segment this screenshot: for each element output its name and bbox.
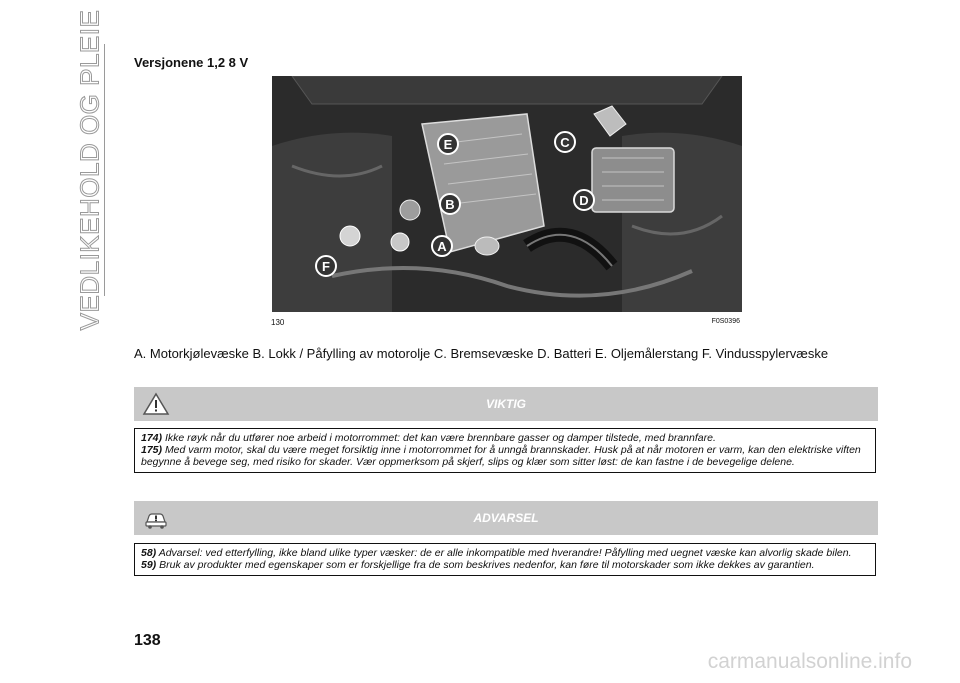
callout-c-icon [555, 132, 575, 152]
warning-note [141, 547, 869, 559]
section-title: Versjonene 1,2 8 V [134, 55, 249, 70]
callout-e-icon [438, 134, 458, 154]
callout-f-label: F [322, 259, 330, 274]
callout-d-label: D [579, 193, 589, 208]
note-text: Advarsel: ved etterfylling, ikke bland ulike typer væsker: de er alle inkompatible med hverandre! Påfylling med uegnet væske kan alvorlig skade bilen. [158, 547, 852, 559]
callout-e-label: E [443, 137, 453, 152]
watermark: carmanualsonline.info [707, 650, 912, 673]
note-text: Med varm motor, skal du være meget forsiktig inne i motorrommet for å unngå brannskader. Husk på at når motoren er varm, kan den elektriske viften begynne å bevege seg, med risiko for skader. Vær oppmerksom på skjerf, slips og klær som sitter løst: de kan fastne i de bevegelige delene. [141, 444, 861, 468]
important-header [134, 387, 878, 421]
page-number: 138 [134, 632, 161, 649]
note-number: 175) [141, 444, 163, 456]
note-number: 59) [141, 559, 157, 571]
figure-code: F0S0396 [711, 318, 740, 325]
warning-note [141, 559, 869, 571]
note-number: 58) [141, 547, 157, 559]
warning-notes [134, 543, 876, 576]
note-text: Ikke røyk når du utfører noe arbeid i motorrommet: det kan være brennbare gasser og damper tilstede, med brannfare. [164, 432, 716, 444]
callout-d-icon [574, 190, 594, 210]
engine-bay-drawing [272, 76, 742, 312]
note-text: Bruk av produkter med egenskaper som er forskjellige fra de som beskrives nedenfor, kan føre til motorskader som ikke dekkes av garantien. [159, 559, 815, 571]
callout-b-label: B [445, 197, 455, 212]
callout-a-label: A [437, 239, 447, 254]
callout-c-label: C [560, 135, 570, 150]
figure-caption: A. Motorkjølevæske B. Lokk / Påfylling av motorolje C. Bremsevæske D. Batteri E. Oljemålerstang F. Vindusspylervæske [134, 346, 829, 361]
important-label: VIKTIG [485, 397, 526, 411]
important-notes [134, 428, 876, 473]
chapter-title-text: VEDLIKEHOLD OG PLEIE [74, 9, 105, 331]
chapter-divider [104, 44, 105, 296]
warning-label: ADVARSEL [473, 511, 539, 525]
important-note [141, 444, 869, 468]
chapter-side-title [60, 9, 120, 331]
callout-a-icon [432, 236, 452, 256]
warning-header [134, 501, 878, 535]
note-number: 174) [141, 432, 163, 444]
important-note [141, 432, 869, 444]
callout-f-icon [316, 256, 336, 276]
figure-reference: 130 [271, 318, 285, 327]
engine-bay-illustration [272, 76, 742, 312]
callout-b-icon [440, 194, 460, 214]
